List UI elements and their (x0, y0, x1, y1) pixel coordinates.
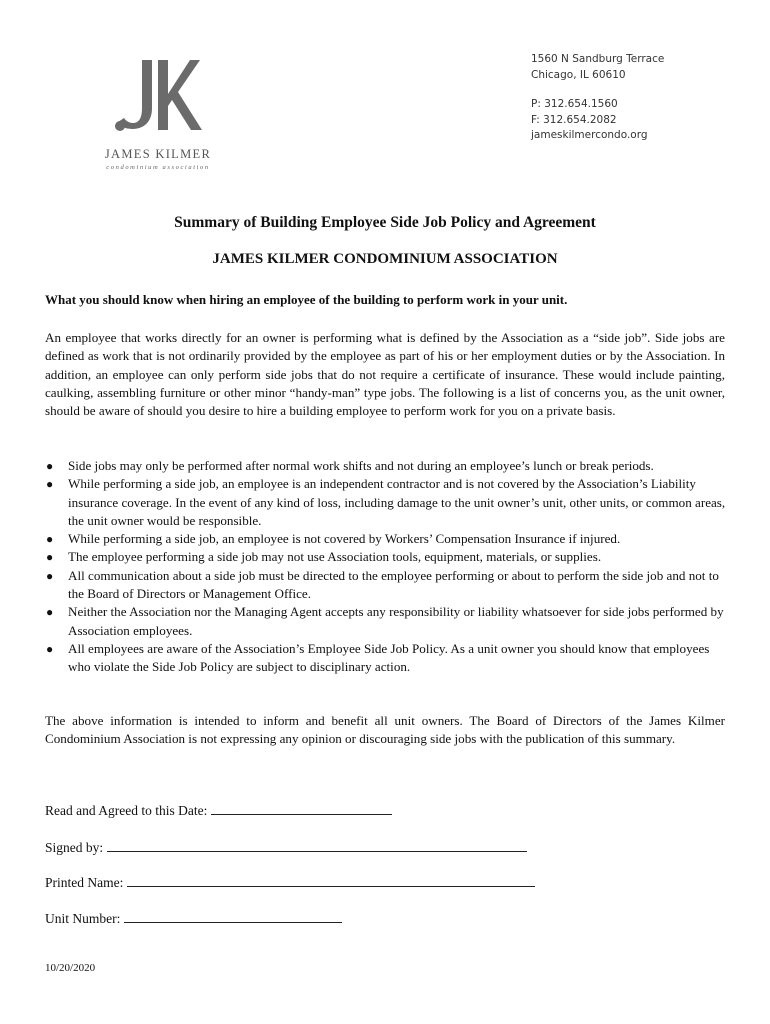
list-item: ● While performing a side job, an employee is not covered by Workers’ Compensation Insurance if injured. (45, 530, 735, 548)
logo-subtitle: condominium association (106, 164, 210, 171)
bullet-icon: ● (46, 568, 54, 583)
list-item: ● While performing a side job, an employee is an independent contractor and is not covered by the Association’s Liability insurance coverage. In the event of any kind of loss, including damage to the unit owner’s unit, other units, or common areas, the unit owner would be responsible. (46, 476, 726, 528)
signature-blank-line[interactable] (107, 838, 527, 852)
contact-block (531, 52, 664, 144)
printed-name-field (45, 873, 535, 891)
date-blank-line[interactable] (211, 801, 392, 815)
closing-paragraph: The above information is intended to inform and benefit all unit owners. The Board of Directors of the James Kilmer Condominium Association is not expressing any opinion or discouraging side jobs with the publication of this summary. (45, 713, 725, 747)
logo-name: JAMES KILMER (104, 147, 212, 161)
jk-monogram-icon (112, 56, 202, 136)
document-title: Summary of Building Employee Side Job Policy and Agreement (174, 214, 596, 231)
list-item: ● The employee performing a side job may not use Association tools, equipment, materials, or supplies. (45, 548, 735, 566)
list-item: ● All communication about a side job must be directed to the employee performing or about to perform the side job and not to the Board of Directors or Management Office. (46, 567, 719, 602)
address-line-1: 1560 N Sandburg Terrace (531, 53, 665, 65)
list-item: ● Neither the Association nor the Managing Agent accepts any responsibility or liability whatsoever for side jobs performed by Association employees. (46, 604, 724, 638)
signed-by-label: Signed by: (45, 840, 104, 855)
organization-heading: JAMES KILMER CONDOMINIUM ASSOCIATION (212, 251, 558, 267)
bullet-icon: ● (46, 550, 54, 565)
bullet-icon: ● (46, 532, 54, 547)
signature-field (45, 838, 527, 856)
printed-name-label: Printed Name: (45, 875, 124, 890)
bullet-icon: ● (46, 459, 54, 473)
date-label: Read and Agreed to this Date: (45, 803, 208, 818)
concerns-list (45, 457, 735, 677)
bullet-icon: ● (46, 641, 54, 656)
phone-number: P: 312.654.1560 (531, 98, 618, 110)
revision-date: 10/20/2020 (45, 962, 96, 974)
unit-number-field (45, 909, 342, 927)
association-logo (92, 56, 232, 176)
lead-heading: What you should know when hiring an employee of the building to perform work in your unit. (45, 292, 568, 307)
bullet-icon: ● (46, 477, 54, 492)
bullet-icon: ● (46, 605, 54, 620)
list-item: ● All employees are aware of the Association’s Employee Side Job Policy. As a unit owner you should know that employees who violate the Side Job Policy are subject to disciplinary action. (46, 640, 710, 675)
unit-number-blank-line[interactable] (124, 909, 342, 923)
website-link[interactable]: jameskilmercondo.org (531, 129, 648, 141)
unit-number-label: Unit Number: (45, 911, 121, 926)
address-line-2: Chicago, IL 60610 (531, 68, 626, 81)
agreement-date-field (45, 801, 392, 819)
fax-number: F: 312.654.2082 (531, 113, 617, 126)
printed-name-blank-line[interactable] (127, 873, 535, 887)
list-item: ● Side jobs may only be performed after normal work shifts and not during an employee’s lunch or break periods. (45, 457, 735, 475)
intro-paragraph: An employee that works directly for an owner is performing what is defined by the Association as a “side job”. Side jobs are defined as work that is not ordinarily provided by the employee as part of his or her employment duties or by the Association. In addition, an employee can only perform side jobs that do not require a certificate of insurance. These would include painting, caulking, assembling furniture or other minor “handy-man” type jobs. The following is a list of concerns you, as the unit owner, should be aware of should you desire to hire a building employee to perform work for you on a private basis. (45, 330, 725, 419)
